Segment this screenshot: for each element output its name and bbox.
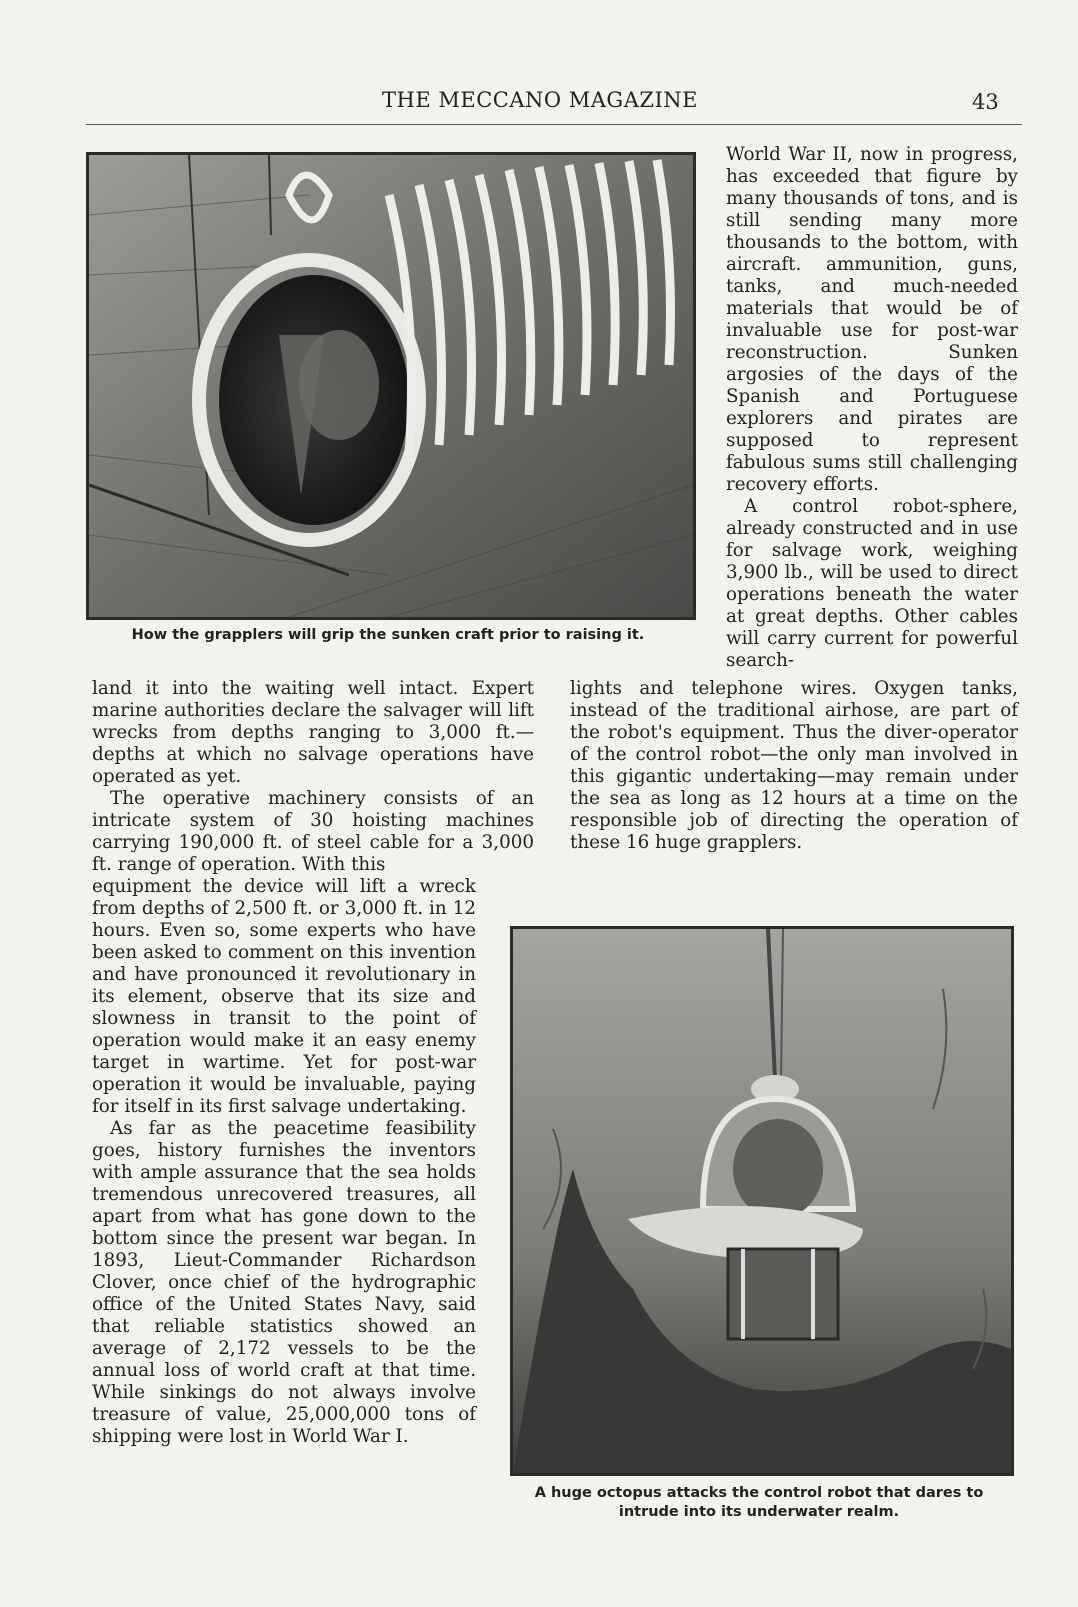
grapplers-caption: How the grapplers will grip the sunken craft prior to raising it. <box>131 627 645 643</box>
paragraph: lights and telephone wires. Oxygen tanks, instead of the traditional airhose, are part of the robot's equipment. Thus the diver-operator of the control robot—the only man involved in this gigantic undertaking—may remain under the sea as long as 12 hours at a time on the responsible job of directing the operation of these 16 huge grapplers. <box>570 678 1018 853</box>
magazine-title: THE MECCANO MAGAZINE <box>382 88 698 112</box>
octopus-caption: A huge octopus attacks the control robot that dares to intrude into its underwater realm. <box>534 1485 984 1520</box>
paragraph: World War II, now in progress, has exceeded that figure by many thousands of tons, and is still sending many more thousands to the bottom, with aircraft. ammunition, guns, tanks, and much-needed materials that would be of invaluable use for post-war reconstruction. Sunken argosies of the days of the Spanish and Portuguese explorers and pirates are supposed to represent fabulous sums still challenging recovery efforts. <box>726 144 1018 495</box>
paragraph: The operative machinery consists of an intricate system of 30 hoisting machines carrying 190,000 ft. of steel cable for a 3,000 ft. range of operation. With this <box>92 788 534 875</box>
right-column-top <box>726 144 1018 672</box>
paragraph: equipment the device will lift a wreck from depths of 2,500 ft. or 3,000 ft. in 12 hours. Even so, some experts who have been asked to comment on this invention and have pronounced it revolutionary in its element, observe that its size and slowness in transit to the point of operation would make it an easy enemy target in wartime. Yet for post-war operation it would be invaluable, paying for itself in its first salvage undertaking. <box>92 876 476 1117</box>
paragraph: land it into the waiting well intact. Expert marine authorities declare the salvager will lift wrecks from depths ranging to 3,000 ft.—depths at which no salvage operations have operated as yet. <box>92 678 534 787</box>
paragraph: A control robot-sphere, already constructed and in use for salvage work, weighing 3,900 lb., will be used to direct operations beneath the water at great depths. Other cables will carry current for powerful search- <box>726 496 1018 671</box>
header-rule <box>86 124 1022 125</box>
octopus-illustration <box>513 929 1011 1473</box>
left-column-wide <box>92 678 534 876</box>
grapplers-photo <box>86 152 696 620</box>
grapplers-illustration <box>89 155 693 617</box>
right-column-middle <box>570 678 1018 854</box>
paragraph: As far as the peacetime feasibility goes, history furnishes the inventors with ample assurance that the sea holds tremendous unrecovered treasures, all apart from what has gone down to the bottom since the present war began. In 1893, Lieut-Commander Richardson Clover, once chief of the hydrographic office of the United States Navy, said that reliable statistics showed an average of 2,172 vessels to be the annual loss of world craft at that time. While sinkings do not always involve treasure of value, 25,000,000 tons of shipping were lost in World War I. <box>92 1118 476 1447</box>
left-column-narrow <box>92 876 476 1448</box>
octopus-photo <box>510 926 1014 1476</box>
page-number: 43 <box>972 90 999 114</box>
